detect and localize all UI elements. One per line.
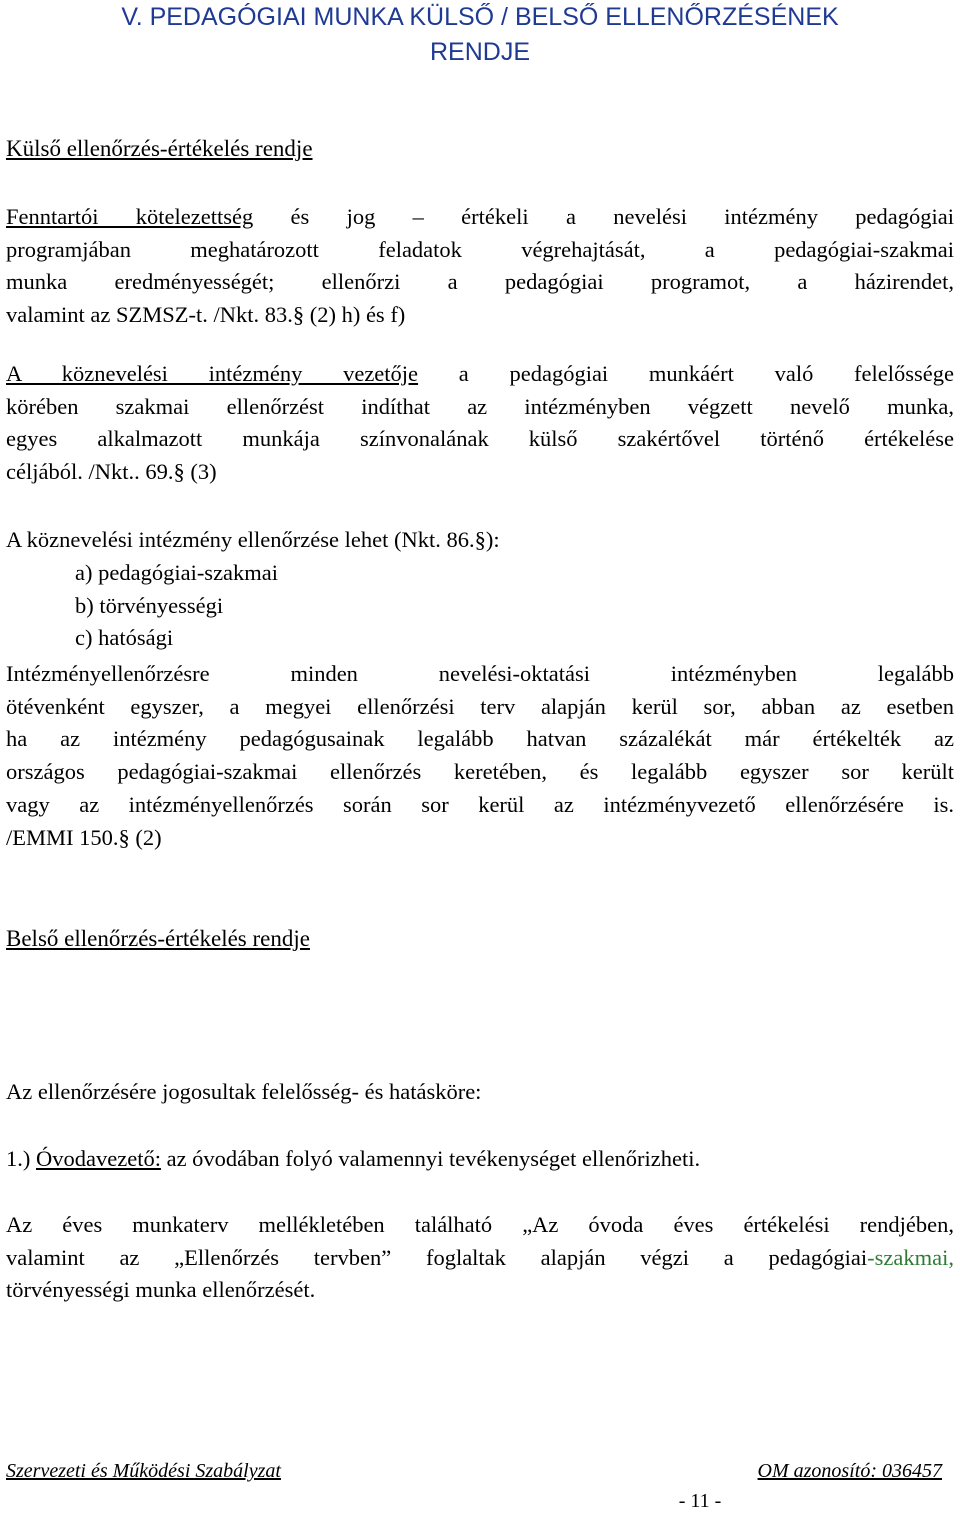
p2-line-4: céljából. /Nkt.. 69.§ (3) [6, 459, 217, 485]
external-paragraph-3 [6, 524, 954, 557]
external-paragraph-2 [6, 358, 954, 489]
p5-line-3: törvényességi munka ellenőrzését. [6, 1277, 316, 1303]
p2-line-1: A köznevelési intézmény vezetője a pedagógiai munkáért való felelőssége [6, 361, 955, 386]
list-item: c) hatósági [75, 625, 174, 650]
p2-term: A köznevelési intézmény vezetője [6, 361, 419, 386]
highlighted-text: -szakmai, [867, 1244, 954, 1270]
external-section-title: Külső ellenőrzés-értékelés rendje [6, 136, 313, 161]
p4-line-4: országos pedagógiai-szakmai ellenőrzés keretében, és legalább egyszer sor került [6, 759, 954, 785]
footer-om-id: OM azonosító: 036457 [757, 1460, 942, 1482]
p2-line-3: egyes alkalmazott munkája színvonalának külső szakértővel történő értékelése [6, 426, 954, 452]
footer-document-name: Szervezeti és Működési Szabályzat [6, 1460, 281, 1482]
list-item: a) pedagógiai-szakmai [75, 560, 279, 585]
external-paragraph-1 [6, 201, 954, 332]
p4-line-3: ha az intézmény pedagógusainak legalább hatvan százalékát már értékelték az [6, 726, 954, 752]
p2-line-2: körében szakmai ellenőrzést indíthat az intézményben végzett nevelő munka, [6, 393, 954, 419]
p1-line-4: valamint az SZMSZ-t. /Nkt. 83.§ (2) h) és f) [6, 302, 406, 328]
p4-line-2: ötévenként egyszer, a megyei ellenőrzési terv alapján kerül sor, abban az esetben [6, 693, 954, 719]
list-item: b) törvényességi [75, 592, 224, 618]
inspection-types-list [75, 557, 278, 655]
item-number: 1.) [6, 1146, 36, 1171]
page-heading [0, 0, 960, 69]
item-term: Óvodavezető: [36, 1146, 161, 1171]
p4-line-5: vagy az intézményellenőrzés során sor kerül az intézményvezető ellenőrzésére is. [6, 791, 954, 817]
heading-line-1: V. PEDAGÓGIAI MUNKA KÜLSŐ / BELSŐ ELLENŐRZÉSÉNEK [121, 3, 839, 31]
p3-intro: A köznevelési intézmény ellenőrzése lehet (Nkt. 86.§): [6, 527, 500, 552]
p1-line-2: programjában meghatározott feladatok végrehajtását, a pedagógiai-szakmai [6, 236, 954, 262]
heading-line-2: RENDJE [429, 38, 530, 66]
internal-section-title: Belső ellenőrzés-értékelés rendje [6, 926, 310, 951]
item-text: az óvodában folyó valamennyi tevékenységet ellenőrizheti. [160, 1146, 701, 1171]
p4-line-1: Intézményellenőrzésre minden nevelési-oktatási intézményben legalább [6, 661, 954, 686]
p5-line-2: valamint az „Ellenőrzés tervben” foglaltak alapján végzi a pedagógiai-szakmai, [6, 1244, 954, 1270]
page-number: - 11 - [678, 1490, 722, 1512]
p1-line-1: Fenntartói kötelezettség és jog – értékeli a nevelési intézmény pedagógiai [6, 204, 954, 229]
p1-term: Fenntartói kötelezettség [6, 204, 254, 229]
external-paragraph-4 [6, 658, 954, 854]
authority-item-1 [6, 1143, 954, 1176]
p5-line-1: Az éves munkaterv mellékletében található „Az óvoda éves értékelési rendjében, [6, 1212, 954, 1237]
p1-line-3: munka eredményességét; ellenőrzi a pedagógiai programot, a házirendet, [6, 269, 954, 295]
internal-paragraph [6, 1209, 954, 1307]
authority-title: Az ellenőrzésére jogosultak felelősség- és hatásköre: [6, 1079, 482, 1104]
p4-line-6: /EMMI 150.§ (2) [6, 824, 162, 850]
